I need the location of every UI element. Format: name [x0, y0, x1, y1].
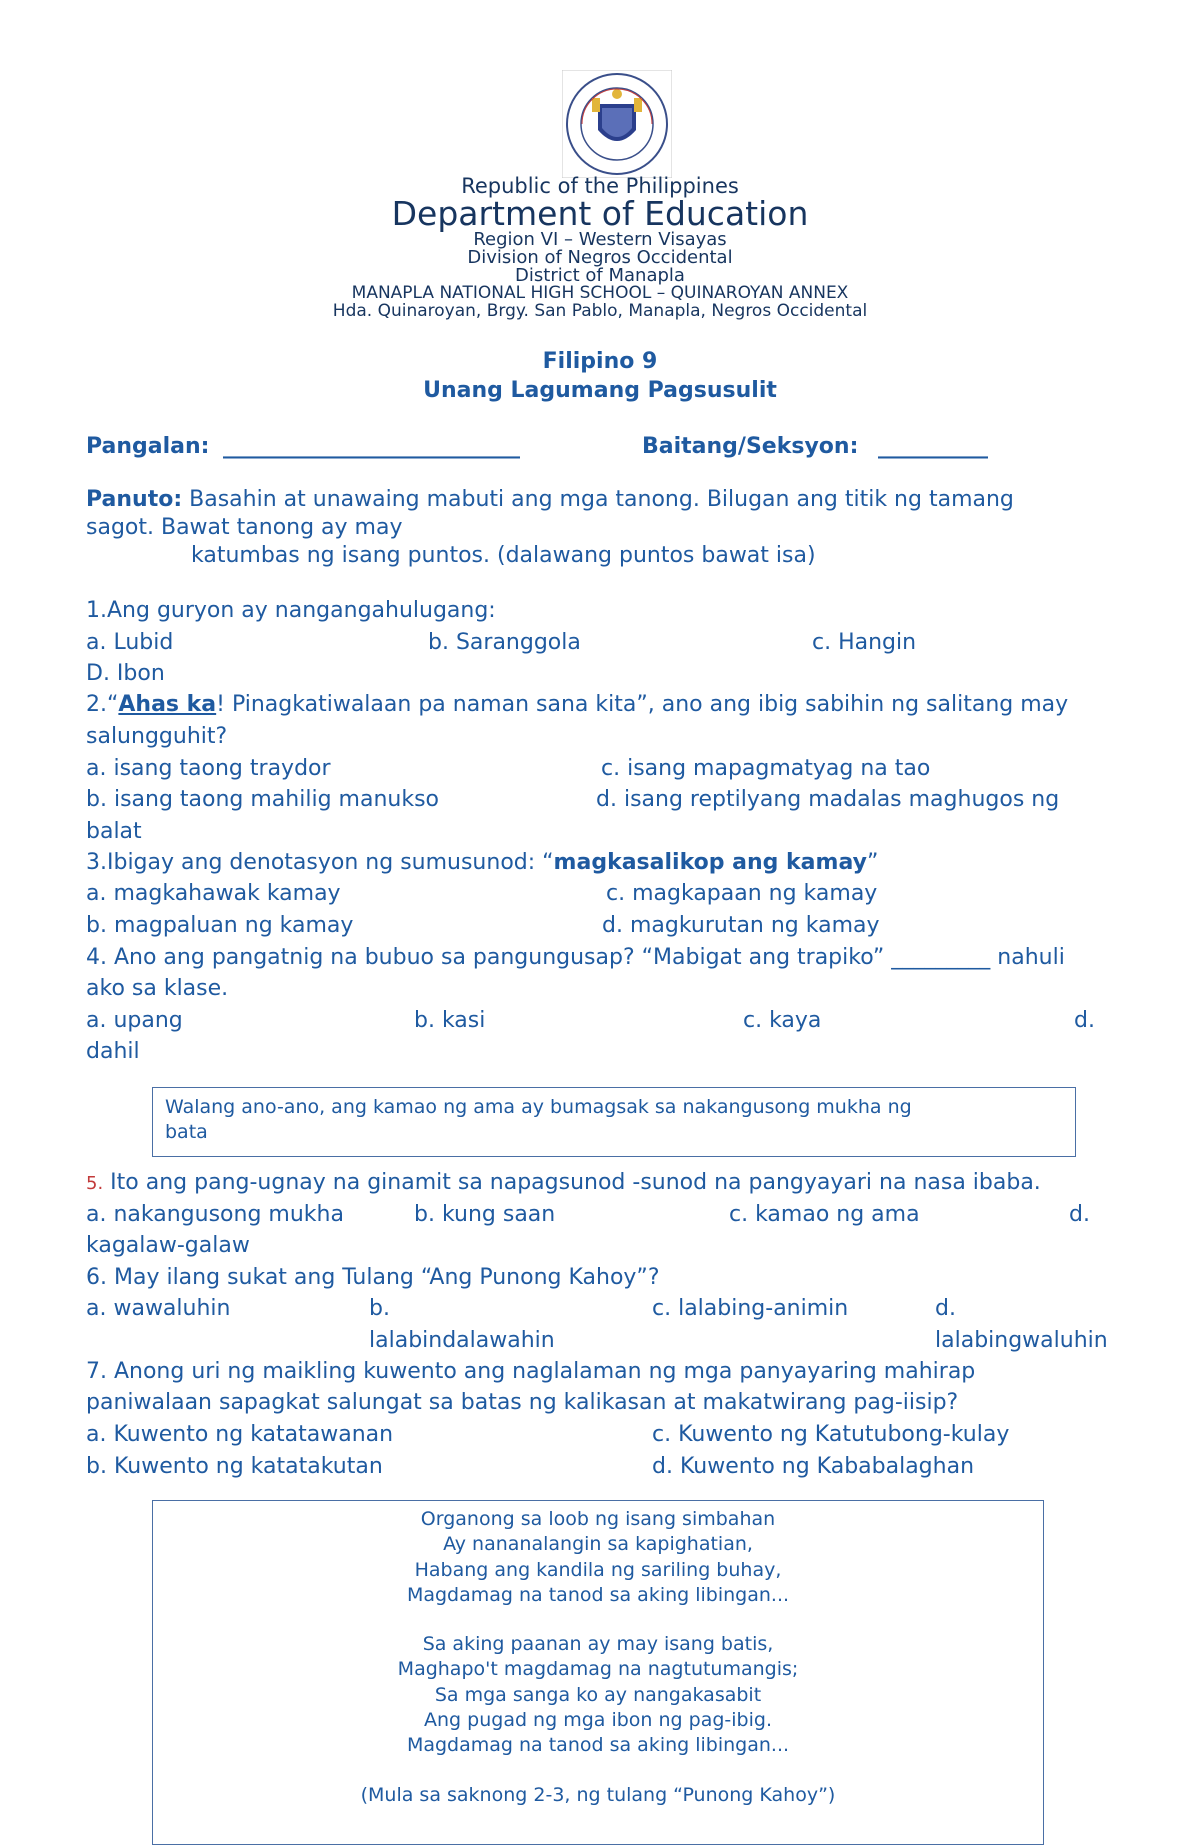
q3-bold-phrase: magkasalikop ang kamay [553, 850, 867, 875]
poem-line-4: Magdamag na tanod sa aking libingan... [406, 1584, 790, 1606]
q6-option-b-cont: lalabindalawahin [369, 1328, 555, 1353]
question-2-line2: salungguhit? [86, 724, 228, 749]
q2-underlined-phrase: Ahas ka [118, 692, 217, 717]
poem-line-5: Sa aking paanan ay may isang batis, [422, 1633, 774, 1655]
subject-title: Filipino 9 [542, 349, 658, 374]
instructions-line2: sagot. Bawat tanong ay may [86, 515, 403, 540]
question-4: 4. Ano ang pangatnig na bubuo sa pangungusap? “Mabigat ang trapiko” _________ nahuli [86, 945, 1065, 970]
instructions-label: Panuto: [86, 487, 183, 512]
deped-seal-icon [562, 70, 672, 178]
q5-option-c[interactable]: c. kamao ng ama [729, 1202, 920, 1227]
republic-line: Republic of the Philippines [461, 174, 739, 198]
q3-option-d[interactable]: d. magkurutan ng kamay [602, 913, 880, 938]
region-line: Region VI – Western Visayas [473, 229, 727, 250]
q7-option-d[interactable]: d. Kuwento ng Kababalaghan [652, 1454, 975, 1479]
q2-option-a[interactable]: a. isang taong traydor [86, 756, 331, 781]
poem-line-7: Sa mga sanga ko ay nangakasabit [434, 1684, 762, 1706]
q6-option-c[interactable]: c. lalabing-animin [652, 1296, 849, 1321]
question-7: 7. Anong uri ng maikling kuwento ang naglalaman ng mga panyayaring mahirap [86, 1359, 976, 1384]
address-line: Hda. Quinaroyan, Brgy. San Pablo, Manapla, Negros Occidental [332, 301, 868, 321]
q6-option-d-cont: lalabingwaluhin [935, 1328, 1108, 1353]
name-label: Pangalan: [86, 434, 210, 459]
q4-option-a[interactable]: a. upang [86, 1008, 183, 1033]
q4-option-d-cont: dahil [86, 1039, 140, 1064]
q5-option-a[interactable]: a. nakangusong mukha [86, 1202, 344, 1227]
q3-option-c[interactable]: c. magkapaan ng kamay [606, 881, 878, 906]
q2-pre: 2.“ [86, 692, 119, 717]
poem-source: (Mula sa saknong 2-3, ng tulang “Punong Kahoy”) [360, 1784, 836, 1806]
q3-option-b[interactable]: b. magpaluan ng kamay [86, 913, 354, 938]
school-line: MANAPLA NATIONAL HIGH SCHOOL – QUINAROYAN ANNEX [351, 283, 849, 303]
department-title: Department of Education [391, 194, 809, 233]
question-5 [86, 1170, 1041, 1195]
q7-option-a[interactable]: a. Kuwento ng katatawanan [86, 1422, 394, 1447]
poem-line-3: Habang ang kandila ng sariling buhay, [414, 1559, 782, 1581]
q5-option-b[interactable]: b. kung saan [414, 1202, 556, 1227]
q2-option-c[interactable]: c. isang mapagmatyag na tao [601, 756, 931, 781]
district-line: District of Manapla [515, 265, 685, 286]
instructions-line3: katumbas ng isang puntos. (dalawang puntos bawat isa) [191, 543, 816, 568]
q4-option-c[interactable]: c. kaya [743, 1008, 822, 1033]
q1-option-c[interactable]: c. Hangin [812, 630, 917, 655]
poem-line-2: Ay nananalangin sa kapighatian, [443, 1533, 753, 1555]
instructions [86, 487, 1014, 512]
passage-line2: bata [165, 1121, 208, 1143]
q5-text: Ito ang pang-ugnay na ginamit sa napagsunod -sunod na pangyayari na nasa ibaba. [103, 1170, 1041, 1195]
q2-option-b[interactable]: b. isang taong mahilig manukso [86, 787, 439, 812]
q2-post: ! Pinagkatiwalaan pa naman sana kita”, ano ang ibig sabihin ng salitang may [216, 692, 1069, 717]
q4-option-b[interactable]: b. kasi [414, 1008, 486, 1033]
q7-option-b[interactable]: b. Kuwento ng katatakutan [86, 1454, 383, 1479]
name-field[interactable]: ___________________________ [223, 434, 520, 459]
q7-option-c[interactable]: c. Kuwento ng Katutubong-kulay [652, 1422, 1010, 1447]
q3-option-a[interactable]: a. magkahawak kamay [86, 881, 341, 906]
passage-line1: Walang ano-ano, ang kamao ng ama ay bumagsak sa nakangusong mukha ng [165, 1096, 912, 1118]
poem-line-6: Maghapo't magdamag na nagtutumangis; [397, 1658, 799, 1680]
q2-option-d[interactable]: d. isang reptilyang madalas maghugos ng [596, 787, 1060, 812]
poem-line-8: Ang pugad ng mga ibon ng pag-ibig. [424, 1709, 772, 1731]
question-3 [86, 850, 878, 875]
poem-line-1: Organong sa loob ng isang simbahan [420, 1508, 776, 1530]
instructions-line1: Basahin at unawaing mabuti ang mga tanong. Bilugan ang titik ng tamang [189, 487, 1014, 512]
q6-option-b[interactable]: b. [369, 1296, 390, 1321]
q1-option-d[interactable]: D. Ibon [86, 661, 165, 686]
section-field[interactable]: __________ [878, 434, 988, 459]
q6-option-a[interactable]: a. wawaluhin [86, 1296, 231, 1321]
passage-box [152, 1087, 1076, 1157]
section-label: Baitang/Seksyon: [642, 434, 859, 459]
question-7-line2: paniwalaan sapagkat salungat sa batas ng kalikasan at makatwirang pag-iisip? [86, 1390, 959, 1415]
q1-option-a[interactable]: a. Lubid [86, 630, 174, 655]
q1-option-b[interactable]: b. Saranggola [428, 630, 581, 655]
q3-pre: 3.Ibigay ang denotasyon ng sumusunod: “ [86, 850, 554, 875]
q5-option-d-cont: kagalaw-galaw [86, 1233, 250, 1258]
division-line: Division of Negros Occidental [467, 247, 733, 268]
question-4-line2: ako sa klase. [86, 976, 229, 1001]
exam-title: Unang Lagumang Pagsusulit [423, 378, 777, 403]
poem-line-9: Magdamag na tanod sa aking libingan... [406, 1734, 790, 1756]
question-2 [86, 692, 1068, 717]
q6-option-d[interactable]: d. [935, 1296, 956, 1321]
q5-number: 5. [86, 1173, 104, 1194]
question-6: 6. May ilang sukat ang Tulang “Ang Punong Kahoy”? [86, 1265, 660, 1290]
q4-option-d[interactable]: d. [1074, 1008, 1095, 1033]
q2-option-d-cont: balat [86, 819, 142, 844]
question-1: 1.Ang guryon ay nangangahulugang: [86, 598, 496, 623]
q5-option-d[interactable]: d. [1069, 1202, 1090, 1227]
q3-post: ” [866, 850, 879, 875]
